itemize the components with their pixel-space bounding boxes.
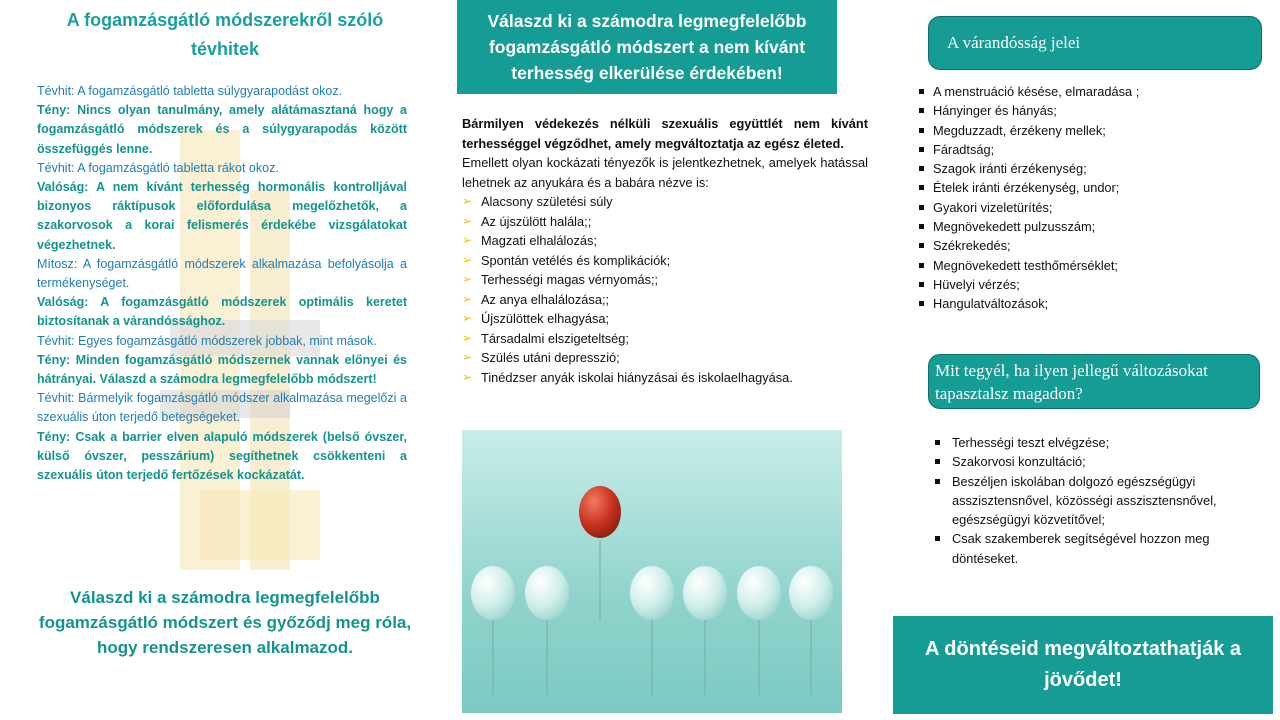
risk-item: ➢ Tinédzser anyák iskolai hiányzásai és iskolaelhagyása. (462, 368, 868, 388)
white-balloon (789, 566, 833, 620)
sign-item: Hüvelyi vérzés; (918, 275, 1258, 294)
todo-item: Szakorvosi konzultáció; (934, 452, 1254, 471)
white-balloon (471, 566, 515, 620)
white-balloon (737, 566, 781, 620)
sign-item: Megnövekedett testhőmérséklet; (918, 256, 1258, 275)
risk-item: ➢ Terhességi magas vérnyomás;; (462, 270, 868, 290)
lead-paragraph: Bármilyen védekezés nélküli szexuális együttlét nem kívánt terhességgel végződhet, amely megváltoztatja az egész életed. (462, 116, 868, 151)
risk-item: ➢ Az anya elhalálozása;; (462, 290, 868, 310)
left-closing-message: Válaszd ki a számodra legmegfelelőbb fogamzásgátló módszert és győződj meg róla, hogy rendszeresen alkalmazod. (38, 588, 412, 657)
pregnancy-signs-list (918, 82, 1258, 314)
myths-list (37, 82, 407, 485)
sign-item: Gyakori vizeletürítés; (918, 198, 1258, 217)
middle-banner: Válaszd ki a számodra legmegfelelőbb fogamzásgátló módszert a nem kívánt terhesség elkerülése érdekében! (457, 0, 837, 94)
fact-statement: Valóság: A nem kívánt terhesség hormonális kontrolljával bizonyos ráktípusok előfordulása megelőzhetők, a szakorvosok a korai felismerés érdekébe vizsgálatokat végezhetnek. (37, 180, 407, 252)
what-to-do-list (934, 433, 1254, 568)
risk-item: ➢ Szülés utáni depresszió; (462, 348, 868, 368)
sign-item: Fáradtság; (918, 140, 1258, 159)
risk-item: ➢ Spontán vetélés és komplikációk; (462, 251, 868, 271)
todo-item: Terhességi teszt elvégzése; (934, 433, 1254, 452)
risk-item: ➢ Az újszülött halála;; (462, 212, 868, 232)
risk-item: ➢ Alacsony születési súly (462, 192, 868, 212)
sign-item: Ételek iránti érzékenység, undor; (918, 178, 1258, 197)
myths-title: A fogamzásgátló módszerekről szóló tévhitek (66, 10, 384, 59)
sign-item: Hányinger és hányás; (918, 101, 1258, 120)
pregnancy-signs-title: A várandósság jelei (947, 33, 1081, 52)
risk-item: ➢ Újszülöttek elhagyása; (462, 309, 868, 329)
myth-statement: Mítosz: A fogamzásgátló módszerek alkalmazása befolyásolja a termékenységet. (37, 256, 407, 291)
intro-paragraph: Emellett olyan kockázati tényezők is jelentkezhetnek, amelyek hatással lehetnek az anyukára és a babára nézve is: (462, 155, 868, 190)
pregnancy-signs-header (928, 16, 1262, 70)
fact-statement: Tény: Nincs olyan tanulmány, amely alátámasztaná hogy a fogamzásgátló módszerek és a súlygyarapodás között összefüggés lenne. (37, 103, 407, 156)
what-to-do-section (934, 433, 1254, 568)
balloons-image (462, 430, 842, 713)
decisions-banner: A döntéseid megváltoztathatják a jövődet! (893, 616, 1273, 714)
what-to-do-header (928, 354, 1260, 409)
todo-item: Csak szakemberek segítségével hozzon meg döntéseket. (934, 529, 1254, 568)
sign-item: Székrekedés; (918, 236, 1258, 255)
white-balloon (683, 566, 727, 620)
white-balloon (630, 566, 674, 620)
fact-statement: Tény: Csak a barrier elven alapuló módszerek (belső óvszer, külső óvszer, pesszárium) segíthetnek csökkenteni a szexuális úton terjedő fertőzések kockázatát. (37, 429, 407, 483)
myth-statement: Tévhit: A fogamzásgátló tabletta súlygyarapodást okoz. (37, 84, 343, 98)
what-to-do-title: Mit tegyél, ha ilyen jellegű változásokat tapasztalsz magadon? (935, 361, 1208, 403)
fact-statement: Tény: Minden fogamzásgátló módszernek vannak előnyei és hátrányai. Válaszd a számodra legmegfelelőbb módszert! (37, 352, 407, 387)
pregnancy-signs-section (918, 82, 1258, 314)
white-balloon (525, 566, 569, 620)
risk-item: ➢ Magzati elhalálozás; (462, 231, 868, 251)
sign-item: Szagok iránti érzékenység; (918, 159, 1258, 178)
sign-item: Megduzzadt, érzékeny mellek; (918, 121, 1258, 140)
sign-item: Hangulatváltozások; (918, 294, 1258, 313)
risk-section (462, 114, 868, 387)
myth-statement: Tévhit: A fogamzásgátló tabletta rákot okoz. (37, 160, 279, 175)
todo-item: Beszéljen iskolában dolgozó egészségügyi asszisztensnővel, közösségi asszisztensnővel, egészségügyi közvetítővel; (934, 472, 1254, 530)
myth-statement: Tévhit: Egyes fogamzásgátló módszerek jobbak, mint mások. (37, 333, 377, 348)
risk-item: ➢ Társadalmi elszigeteltség; (462, 329, 868, 349)
red-balloon (579, 486, 621, 538)
sign-item: Megnövekedett pulzusszám; (918, 217, 1258, 236)
myth-statement: Tévhit: Bármelyik fogamzásgátló módszer alkalmazása megelőzi a szexuális úton terjedő betegségeket. (37, 391, 407, 425)
fact-statement: Valóság: A fogamzásgátló módszerek optimális keretet biztosítanak a várandóssághoz. (37, 295, 407, 329)
sign-item: A menstruáció késése, elmaradása ; (918, 82, 1258, 101)
risk-list (462, 192, 868, 387)
